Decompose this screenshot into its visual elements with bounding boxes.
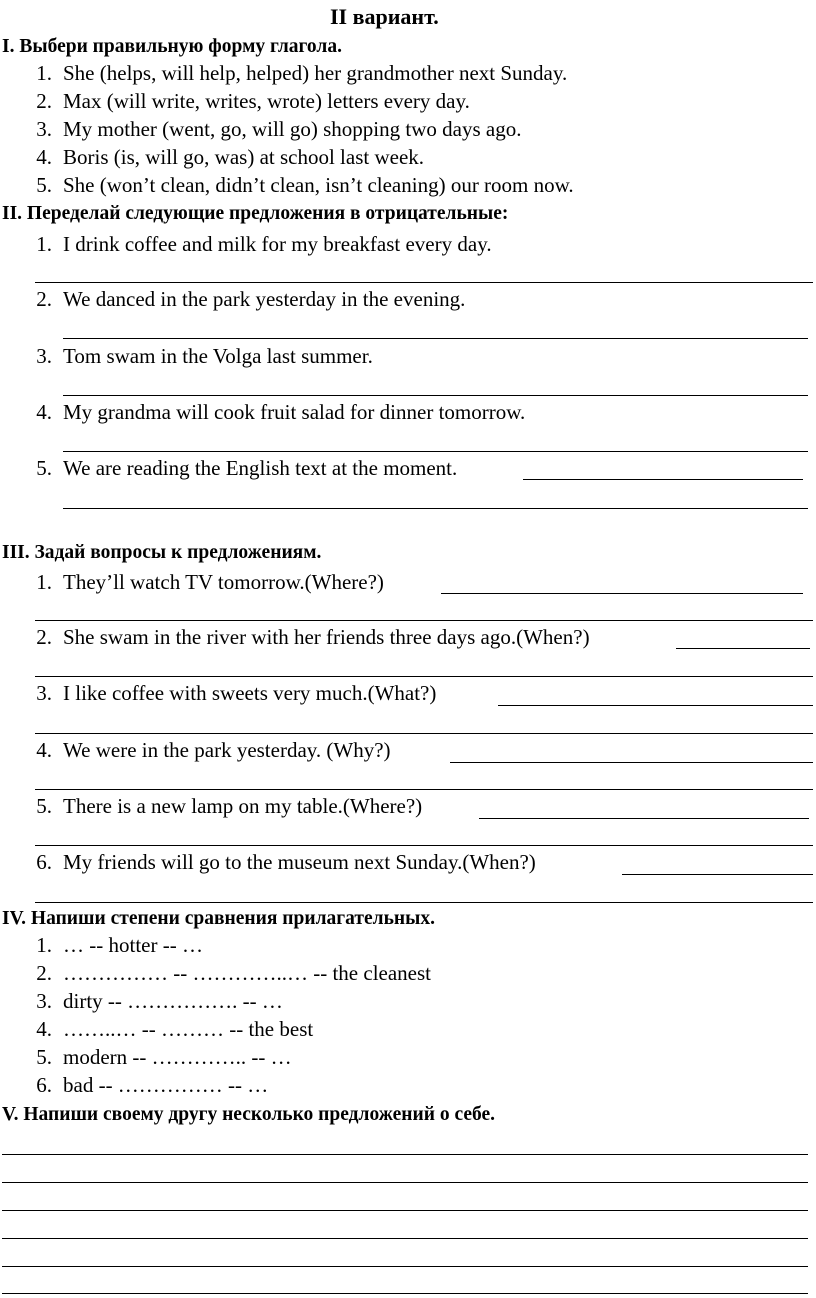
s1-item-4-number: 4. [36,145,52,169]
s5-writing-line[interactable] [2,1182,808,1183]
s4-item-5-number: 5. [36,1045,52,1069]
s1-item-1-number: 1. [36,61,52,85]
s1-item-3-number: 3. [36,117,52,141]
s3-item-6-number: 6. [36,850,52,874]
s4-item-6-number: 6. [36,1073,52,1097]
s3-item-6-text: My friends will go to the museum next Sunday.(When?) [63,850,536,874]
s4-item-6-text: bad -- …………… -- … [63,1073,269,1097]
s3-item-4-inline-line[interactable] [450,762,813,763]
s2-item-4-answer-line[interactable] [63,451,808,452]
s1-item-3-text: My mother (went, go, will go) shopping two days ago. [63,117,522,141]
s2-item-4-text: My grandma will cook fruit salad for dinner tomorrow. [63,400,526,424]
s1-item-1-text: She (helps, will help, helped) her grandmother next Sunday. [63,61,568,85]
s5-writing-line[interactable] [2,1238,808,1239]
s3-item-1-inline-line[interactable] [441,593,803,594]
s2-item-5-inline-line[interactable] [523,479,803,480]
s3-item-5-inline-line[interactable] [479,818,809,819]
s5-writing-line[interactable] [2,1210,808,1211]
s3-item-2-inline-line[interactable] [676,648,810,649]
s1-item-2-text: Max (will write, writes, wrote) letters every day. [63,89,470,113]
s1-item-4-text: Boris (is, will go, was) at school last week. [63,145,425,169]
s4-item-4-text: ……..… -- ……… -- the best [63,1017,314,1041]
s3-item-2-answer-line[interactable] [35,676,813,677]
s1-item-5-number: 5. [36,173,52,197]
s3-item-4-text: We were in the park yesterday. (Why?) [63,738,391,762]
s5-writing-line[interactable] [2,1266,808,1267]
section-3-heading: III. Задай вопросы к предложениям. [2,542,322,563]
section-1-heading: I. Выбери правильную форму глагола. [2,36,342,57]
s3-item-5-answer-line[interactable] [35,845,813,846]
s2-item-5-answer-line[interactable] [63,508,808,509]
s4-item-4-number: 4. [36,1017,52,1041]
s4-item-2-text: …………… -- …………..… -- the cleanest [63,961,432,985]
s2-item-2-answer-line[interactable] [63,338,808,339]
s2-item-5-text: We are reading the English text at the moment. [63,456,458,480]
s2-item-4-number: 4. [36,400,52,424]
s3-item-2-number: 2. [36,625,52,649]
s3-item-4-answer-line[interactable] [35,789,813,790]
s2-item-3-number: 3. [36,344,52,368]
s3-item-1-number: 1. [36,570,52,594]
s3-item-6-answer-line[interactable] [35,902,813,903]
s2-item-1-number: 1. [36,232,52,256]
s4-item-3-number: 3. [36,989,52,1013]
s3-item-5-text: There is a new lamp on my table.(Where?) [63,794,423,818]
worksheet-title: II вариант. [330,4,439,29]
s4-item-2-number: 2. [36,961,52,985]
s3-item-3-answer-line[interactable] [35,733,813,734]
s3-item-2-text: She swam in the river with her friends three days ago.(When?) [63,625,590,649]
section-4-heading: IV. Напиши степени сравнения прилагательных. [2,908,435,929]
s2-item-2-text: We danced in the park yesterday in the evening. [63,287,466,311]
s2-item-3-text: Tom swam in the Volga last summer. [63,344,373,368]
s2-item-2-number: 2. [36,287,52,311]
s2-item-5-number: 5. [36,456,52,480]
s1-item-2-number: 2. [36,89,52,113]
s1-item-5-text: She (won’t clean, didn’t clean, isn’t cleaning) our room now. [63,173,574,197]
s3-item-5-number: 5. [36,794,52,818]
section-2-heading: II. Переделай следующие предложения в отрицательные: [2,203,509,224]
s4-item-3-text: dirty -- ……………. -- … [63,989,283,1013]
s3-item-3-inline-line[interactable] [498,705,813,706]
s3-item-1-text: They’ll watch TV tomorrow.(Where?) [63,570,384,594]
section-5-heading: V. Напиши своему другу несколько предложений о себе. [2,1104,496,1125]
s3-item-1-answer-line[interactable] [35,620,813,621]
s4-item-5-text: modern -- ………….. -- … [63,1045,292,1069]
s4-item-1-text: … -- hotter -- … [63,933,203,957]
s3-item-6-inline-line[interactable] [622,874,813,875]
s2-item-1-text: I drink coffee and milk for my breakfast every day. [63,232,492,256]
s5-writing-line[interactable] [2,1293,808,1294]
s3-item-3-text: I like coffee with sweets very much.(What?) [63,681,437,705]
s3-item-3-number: 3. [36,681,52,705]
s3-item-4-number: 4. [36,738,52,762]
s5-writing-line[interactable] [2,1154,808,1155]
s4-item-1-number: 1. [36,933,52,957]
s2-item-1-answer-line[interactable] [35,282,813,283]
s2-item-3-answer-line[interactable] [63,395,808,396]
